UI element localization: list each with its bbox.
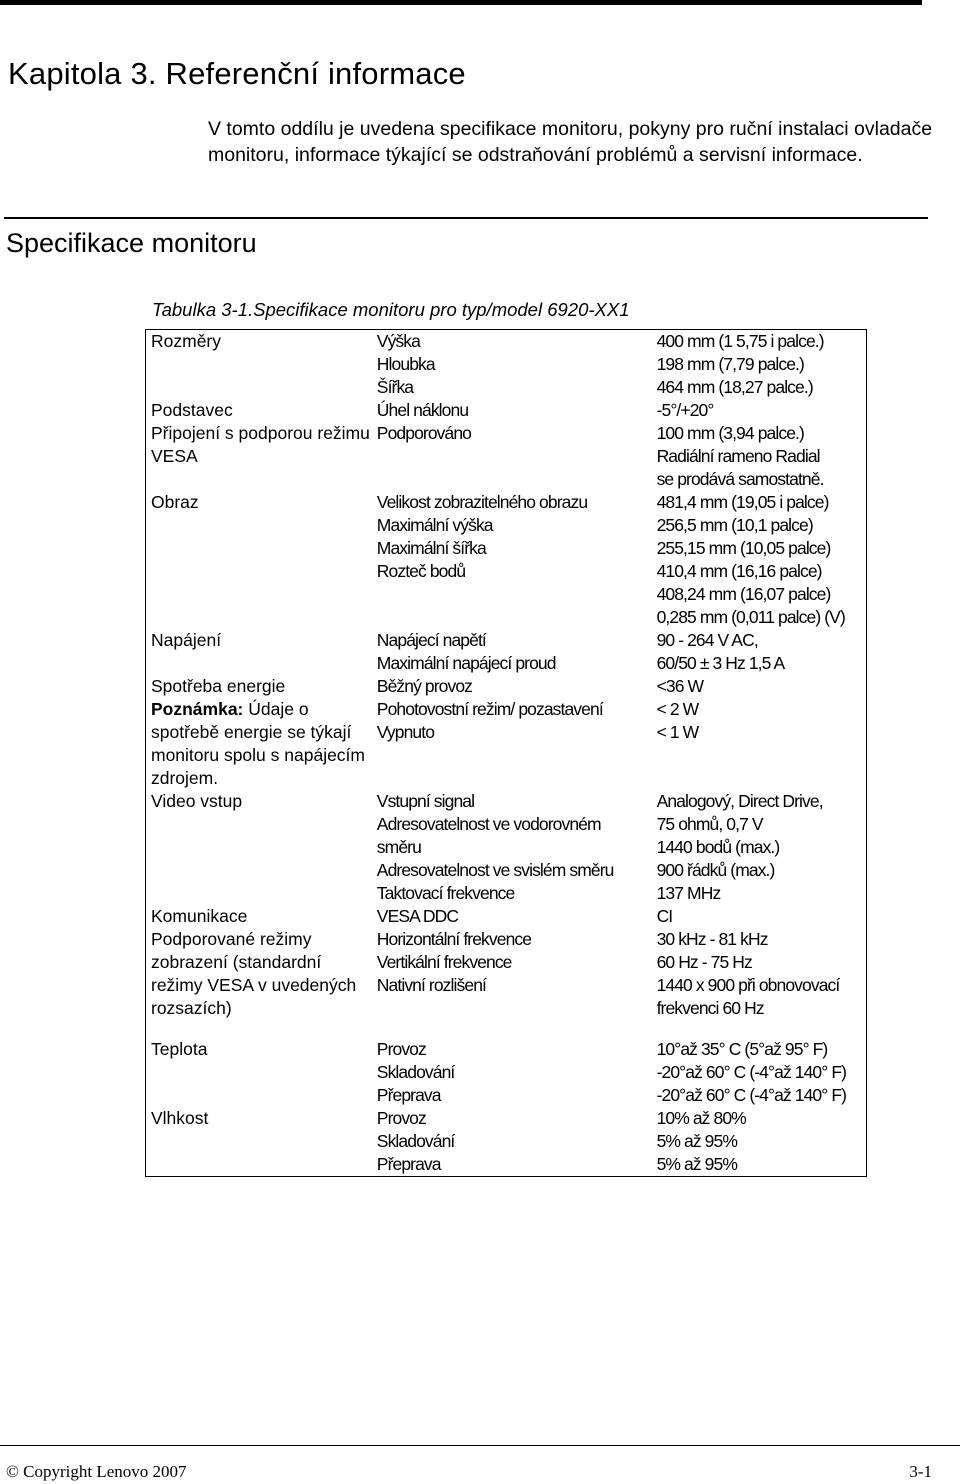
table-cell-value [657, 422, 867, 491]
cell-line: Rozteč bodů [376, 561, 466, 581]
cell-line: 410,4 mm (16,16 palce) [656, 561, 822, 581]
cell-line: Přeprava [376, 1085, 441, 1105]
table-cell-value [657, 1107, 867, 1177]
table-cell-category [146, 330, 377, 400]
table-row [146, 790, 867, 905]
cell-line: VESA [151, 446, 198, 466]
cell-line: Pohotovostní režim/ pozastavení [376, 699, 603, 719]
cell-line: Podstavec [151, 400, 233, 420]
cell-line: Napájecí napětí [376, 630, 486, 650]
cell-line: 900 řádků (max.) [656, 860, 775, 880]
table-row [146, 629, 867, 675]
cell-line: Napájení [151, 630, 222, 650]
cell-line: rozsazích) [151, 998, 232, 1018]
table-cell-parameter [377, 1020, 657, 1107]
table-cell-category [146, 422, 377, 491]
cell-line: se prodává samostatně. [656, 469, 824, 489]
table-row [146, 928, 867, 1020]
cell-line: Vertikální frekvence [376, 952, 512, 972]
table-row [146, 399, 867, 422]
cell-line: Připojení s podporou režimu [151, 423, 370, 443]
cell-line: 60/50 ± 3 Hz 1,5 A [656, 653, 785, 673]
table-cell-category [146, 491, 377, 629]
table-cell-parameter [377, 928, 657, 1020]
cell-line: -5°/+20° [656, 400, 714, 420]
footer-copyright: © Copyright Lenovo 2007 [6, 1462, 187, 1481]
cell-line: 0,285 mm (0,011 palce) (V) [656, 607, 845, 627]
cell-line: Horizontální frekvence [376, 929, 532, 949]
cell-line: < 2 W [656, 699, 699, 719]
table-cell-parameter [377, 330, 657, 400]
cell-line: Velikost zobrazitelného obrazu [376, 492, 588, 512]
cell-line: frekvenci 60 Hz [656, 998, 764, 1018]
cell-line: 408,24 mm (16,07 palce) [656, 584, 831, 604]
cell-line: 90 - 264 V AC, [656, 630, 758, 650]
cell-line: zobrazení (standardní [151, 952, 322, 972]
cell-line: VESA DDC [376, 906, 459, 926]
table-cell-category [146, 928, 377, 1020]
cell-line: 137 MHz [656, 883, 721, 903]
cell-line: < 1 W [656, 722, 699, 742]
table-cell-value [657, 790, 867, 905]
cell-line: Přeprava [376, 1154, 441, 1174]
cell-line: Provoz [376, 1108, 426, 1128]
cell-line: Nativní rozlišení [376, 975, 486, 995]
table-cell-value [657, 675, 867, 790]
table-cell-parameter [377, 629, 657, 675]
cell-line: 10°až 35° C (5°až 95° F) [656, 1039, 828, 1059]
cell-line: Úhel náklonu [376, 400, 469, 420]
cell-line: 10% až 80% [656, 1108, 746, 1128]
table-cell-value [657, 629, 867, 675]
cell-line: 1440 x 900 při obnovovací [656, 975, 840, 995]
cell-line: Běžný provoz [376, 676, 473, 696]
table-cell-parameter [377, 905, 657, 928]
table-cell-category [146, 399, 377, 422]
table-row [146, 330, 867, 400]
table-row [146, 491, 867, 629]
cell-line: 255,15 mm (10,05 palce) [656, 538, 831, 558]
cell-line: Šířka [376, 377, 414, 397]
table-row [146, 675, 867, 790]
cell-line: Hloubka [376, 354, 435, 374]
cell-line: Adresovatelnost ve svislém směru [376, 860, 614, 880]
cell-line: 1440 bodů (max.) [656, 837, 780, 857]
table-cell-value [657, 928, 867, 1020]
cell-line: Maximální šířka [376, 538, 486, 558]
cell-line: Obraz [151, 492, 199, 512]
power-note-text: Údaje o spotřebě energie se týkají monitoru spolu s napájecím zdrojem. [151, 699, 365, 788]
intro-paragraph: V tomto oddílu je uvedena specifikace monitoru, pokyny pro ruční instalaci ovladače monitoru, informace týkající se odstraňování problémů a servisní informace. [208, 118, 933, 166]
cell-line: Maximální výška [376, 515, 493, 535]
cell-line: 5% až 95% [656, 1131, 737, 1151]
cell-line: 464 mm (18,27 palce.) [656, 377, 813, 397]
power-note-label: Poznámka: [151, 699, 244, 719]
cell-line: směru [376, 837, 421, 857]
table-cell-value [657, 330, 867, 400]
chapter-title: Kapitola 3. Referenční informace [8, 56, 466, 91]
cell-line: Podporované režimy [151, 929, 312, 949]
cell-line: Video vstup [151, 791, 243, 811]
power-note [151, 698, 377, 790]
cell-line: 30 kHz - 81 kHz [656, 929, 768, 949]
cell-line: 198 mm (7,79 palce.) [656, 354, 804, 374]
table-cell-category [146, 629, 377, 675]
table-cell-value [657, 491, 867, 629]
cell-line: Maximální napájecí proud [376, 653, 556, 673]
cell-line: Spotřeba energie [151, 676, 286, 696]
spec-table [145, 329, 867, 1177]
cell-line: Radiální rameno Radial [656, 446, 820, 466]
cell-line: Skladování [376, 1131, 455, 1151]
cell-line: 400 mm (1 5,75 i palce.) [656, 331, 824, 351]
table-cell-category [146, 1020, 377, 1107]
cell-line: 256,5 mm (10,1 palce) [656, 515, 813, 535]
cell-line: 481,4 mm (19,05 i palce) [656, 492, 829, 512]
cell-line: Adresovatelnost ve vodorovném [376, 814, 601, 834]
table-row [146, 905, 867, 928]
cell-line: -20°až 60° C (-4°až 140° F) [656, 1062, 847, 1082]
cell-line: režimy VESA v uvedených [151, 975, 357, 995]
top-rule [0, 0, 922, 5]
cell-line: Komunikace [151, 906, 248, 926]
cell-line: <36 W [656, 676, 704, 696]
cell-line: Taktovací frekvence [376, 883, 515, 903]
cell-line: Podporováno [376, 423, 472, 443]
table-cell-category [146, 1107, 377, 1177]
table-cell-category [146, 790, 377, 905]
table-cell-value [657, 905, 867, 928]
table-cell-value [657, 1020, 867, 1107]
cell-line: -20°až 60° C (-4°až 140° F) [656, 1085, 847, 1105]
table-cell-category [146, 905, 377, 928]
cell-line: Provoz [376, 1039, 426, 1059]
section-rule [4, 217, 928, 219]
footer-rule [0, 1445, 960, 1446]
table-row [146, 1107, 867, 1177]
footer-page-number: 3-1 [909, 1462, 932, 1481]
table-cell-parameter [377, 399, 657, 422]
cell-line: Teplota [151, 1039, 208, 1059]
table-row [146, 1020, 867, 1107]
cell-line: 100 mm (3,94 palce.) [656, 423, 804, 443]
section-title: Specifikace monitoru [6, 228, 257, 258]
cell-line: Rozměry [151, 331, 222, 351]
cell-line: 75 ohmů, 0,7 V [656, 814, 763, 834]
table-cell-parameter [377, 1107, 657, 1177]
cell-line: Skladování [376, 1062, 455, 1082]
table-caption: Tabulka 3-1.Specifikace monitoru pro typ/model 6920-XX1 [152, 299, 630, 320]
table-cell-parameter [377, 491, 657, 629]
table-cell-parameter [377, 790, 657, 905]
table-cell-parameter [377, 675, 657, 790]
cell-line: 5% až 95% [656, 1154, 737, 1174]
cell-line: Analogový, Direct Drive, [656, 791, 823, 811]
table-cell-value [657, 399, 867, 422]
cell-line: CI [656, 906, 673, 926]
cell-line: 60 Hz - 75 Hz [656, 952, 752, 972]
table-cell-category [146, 675, 377, 790]
table-cell-parameter [377, 422, 657, 491]
cell-line: Vlhkost [151, 1108, 209, 1128]
cell-line: Vypnuto [376, 722, 435, 742]
cell-line: Vstupní signal [376, 791, 475, 811]
cell-line: Výška [376, 331, 420, 351]
table-row [146, 422, 867, 491]
